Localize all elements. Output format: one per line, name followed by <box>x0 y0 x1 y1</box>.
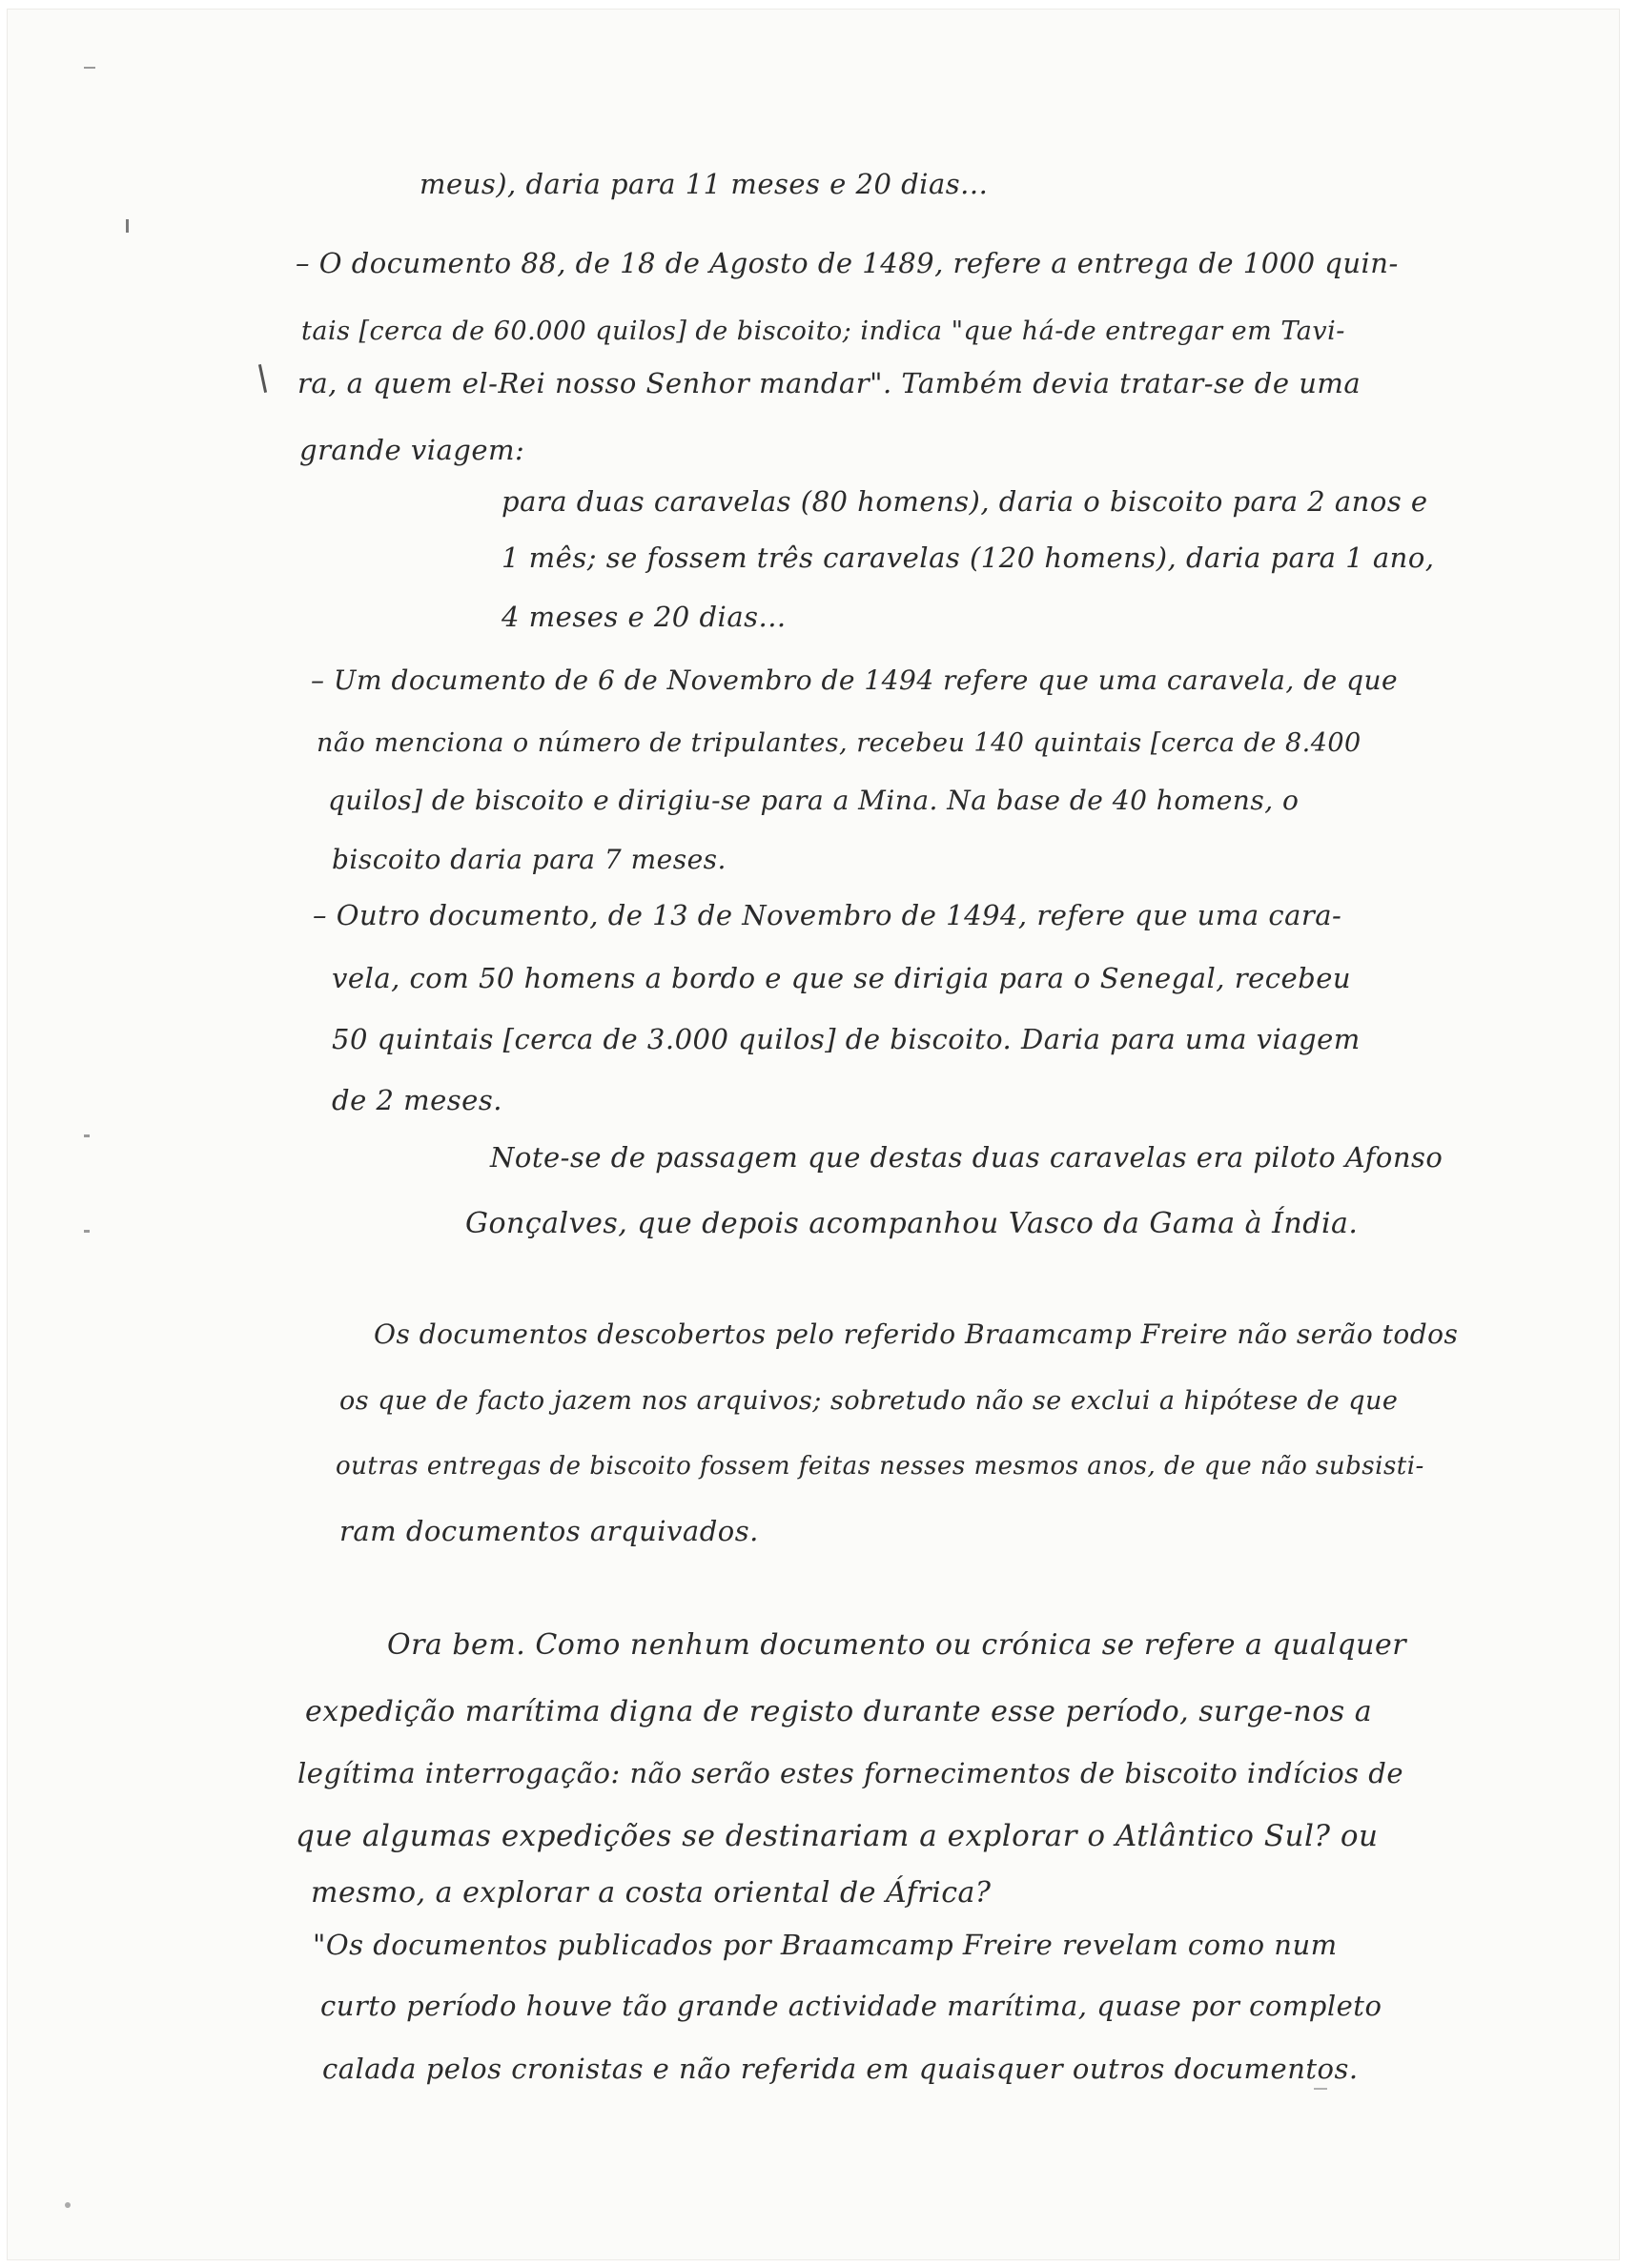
text-line: Os documentos descobertos pelo referido Braamcamp Freire não serão todos <box>374 1318 1459 1350</box>
text-line: para duas caravelas (80 homens), daria o biscoito para 2 anos e <box>502 485 1428 518</box>
text-line: vela, com 50 homens a bordo e que se dirigia para o Senegal, recebeu <box>332 962 1352 994</box>
text-line: grande viagem: <box>299 434 525 466</box>
margin-tick-mark <box>84 1134 90 1137</box>
text-line: – Outro documento, de 13 de Novembro de 1494, refere que uma cara- <box>313 899 1342 931</box>
text-line: – Um documento de 6 de Novembro de 1494 refere que uma caravela, de que <box>311 664 1399 696</box>
text-line: curto período houve tão grande actividade marítima, quase por completo <box>320 1990 1382 2022</box>
margin-tick-mark <box>258 364 267 393</box>
text-line: os que de facto jazem nos arquivos; sobretudo não se exclui a hipótese de que <box>339 1386 1399 1416</box>
margin-tick-mark <box>1314 2088 1327 2090</box>
text-line: 4 meses e 20 dias... <box>502 601 787 633</box>
text-line: que algumas expedições se destinariam a explorar o Atlântico Sul? ou <box>296 1819 1379 1853</box>
text-line: mesmo, a explorar a costa oriental de África? <box>311 1876 992 1910</box>
margin-tick-mark <box>65 2202 71 2208</box>
text-line: Note-se de passagem que destas duas caravelas era piloto Afonso <box>490 1141 1443 1174</box>
text-line: – O documento 88, de 18 de Agosto de 1489, refere a entrega de 1000 quin- <box>296 247 1399 279</box>
handwritten-page <box>8 10 1619 2259</box>
margin-tick-mark <box>84 1230 90 1233</box>
margin-tick-mark <box>126 219 129 233</box>
text-line: meus), daria para 11 meses e 20 dias... <box>420 168 989 200</box>
text-line: tais [cerca de 60.000 quilos] de biscoito; indica "que há-de entregar em Tavi- <box>301 317 1345 346</box>
text-line: 1 mês; se fossem três caravelas (120 homens), daria para 1 ano, <box>502 541 1435 574</box>
text-line: de 2 meses. <box>332 1084 502 1116</box>
text-line: legítima interrogação: não serão estes fornecimentos de biscoito indícios de <box>297 1757 1404 1789</box>
text-line: Ora bem. Como nenhum documento ou crónica se refere a qualquer <box>387 1628 1407 1662</box>
text-line: outras entregas de biscoito fossem feitas nesses mesmos anos, de que não subsisti- <box>336 1452 1424 1481</box>
text-line: biscoito daria para 7 meses. <box>332 844 727 875</box>
margin-tick-mark <box>84 67 95 69</box>
text-line: 50 quintais [cerca de 3.000 quilos] de biscoito. Daria para uma viagem <box>332 1023 1361 1055</box>
text-line: quilos] de biscoito e dirigiu-se para a Mina. Na base de 40 homens, o <box>328 785 1300 816</box>
text-line: ram documentos arquivados. <box>339 1515 759 1547</box>
text-line: não menciona o número de tripulantes, recebeu 140 quintais [cerca de 8.400 <box>317 728 1362 758</box>
text-line: calada pelos cronistas e não referida em quaisquer outros documentos. <box>322 2053 1359 2085</box>
text-line: expedição marítima digna de registo durante esse período, surge-nos a <box>305 1695 1373 1728</box>
text-line: ra, a quem el-Rei nosso Senhor mandar". Também devia tratar-se de uma <box>297 367 1362 399</box>
text-line: "Os documentos publicados por Braamcamp Freire revelam como num <box>313 1929 1338 1961</box>
text-line: Gonçalves, que depois acompanhou Vasco da Gama à Índia. <box>465 1207 1359 1240</box>
